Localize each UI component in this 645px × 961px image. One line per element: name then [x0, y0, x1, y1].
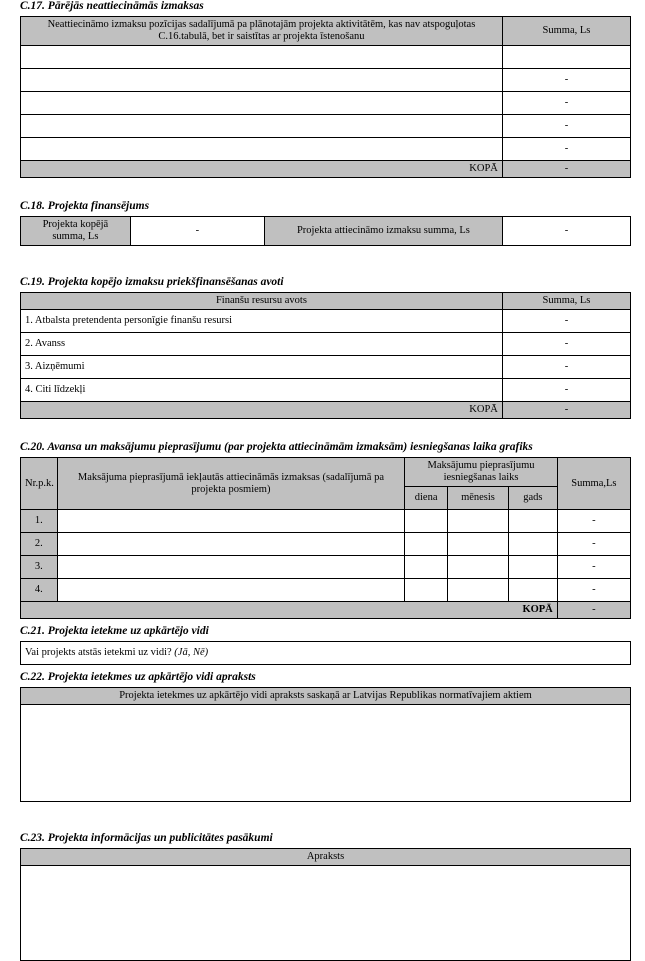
c20-row-nr: 3.	[21, 556, 58, 579]
table-c23	[20, 848, 631, 961]
c20-row-day[interactable]	[405, 533, 448, 556]
table-row	[21, 92, 631, 115]
c20-header-sum: Summa,Ls	[557, 458, 630, 510]
c18-label-eligible: Projekta attiecināmo izmaksu summa, Ls	[264, 217, 502, 246]
c19-total-label: KOPĀ	[21, 402, 503, 419]
c20-row-sum[interactable]: -	[557, 556, 630, 579]
c20-total-value: -	[557, 602, 630, 619]
table-header-row	[21, 849, 631, 866]
section-title-c22: C.22. Projekta ietekmes uz apkārtējo vidi apraksts	[20, 671, 256, 683]
spacer	[20, 802, 631, 832]
table-c22	[20, 687, 631, 802]
c20-header-year: gads	[508, 487, 557, 510]
c17-total-label: KOPĀ	[21, 161, 503, 178]
c17-cell-sum[interactable]: -	[502, 69, 630, 92]
c19-row-label: 1. Atbalsta pretendenta personīgie finanšu resursi	[21, 310, 503, 333]
c20-row-desc[interactable]	[57, 510, 405, 533]
table-total-row	[21, 402, 631, 419]
c17-total-value: -	[502, 161, 630, 178]
c17-cell-sum[interactable]: -	[502, 138, 630, 161]
c20-row-month[interactable]	[447, 556, 508, 579]
table-row	[21, 310, 631, 333]
c22-body[interactable]	[21, 705, 631, 802]
table-header-row	[21, 293, 631, 310]
table-row	[21, 579, 631, 602]
c20-row-desc[interactable]	[57, 579, 405, 602]
c21-question-text: Vai projekts atstās ietekmi uz vidi?	[25, 647, 175, 658]
c18-value-total[interactable]: -	[130, 217, 264, 246]
c20-row-day[interactable]	[405, 510, 448, 533]
table-row	[21, 333, 631, 356]
table-total-row	[21, 602, 631, 619]
table-row	[21, 556, 631, 579]
table-header-row	[21, 688, 631, 705]
table-row	[21, 866, 631, 961]
table-row	[21, 356, 631, 379]
table-header-row	[21, 458, 631, 487]
c21-question-hint: (Jā, Nē)	[174, 647, 209, 658]
table-c18	[20, 216, 631, 246]
table-c19	[20, 292, 631, 419]
c20-row-year[interactable]	[508, 533, 557, 556]
c19-row-label: 4. Citi līdzekļi	[21, 379, 503, 402]
c17-cell-desc[interactable]	[21, 69, 503, 92]
spacer	[20, 246, 631, 276]
c21-question-cell[interactable]	[21, 642, 631, 665]
c23-body[interactable]	[21, 866, 631, 961]
c17-cell-sum[interactable]: -	[502, 92, 630, 115]
spacer	[20, 178, 631, 200]
c20-header-month: mēnesis	[447, 487, 508, 510]
table-c17	[20, 16, 631, 178]
c20-header-desc: Maksājuma pieprasījumā iekļautās attiecināmās izmaksas (sadalījumā pa projekta posmiem)	[57, 458, 405, 510]
section-title-c21: C.21. Projekta ietekme uz apkārtējo vidi	[20, 625, 209, 637]
table-header-row	[21, 17, 631, 46]
c20-row-nr: 4.	[21, 579, 58, 602]
table-row	[21, 705, 631, 802]
c20-row-year[interactable]	[508, 556, 557, 579]
c20-row-desc[interactable]	[57, 556, 405, 579]
table-c20	[20, 457, 631, 619]
c22-header: Projekta ietekmes uz apkārtējo vidi apraksts saskaņā ar Latvijas Republikas normatīvajiem aktiem	[21, 688, 631, 705]
table-total-row	[21, 161, 631, 178]
section-title-c20: C.20. Avansa un maksājumu pieprasījumu (par projekta attiecināmām izmaksām) iesniegšanas laika grafiks	[20, 441, 533, 453]
table-row	[21, 510, 631, 533]
c19-row-label: 2. Avanss	[21, 333, 503, 356]
c18-label-total: Projekta kopējā summa, Ls	[21, 217, 131, 246]
c20-row-year[interactable]	[508, 510, 557, 533]
c20-row-day[interactable]	[405, 556, 448, 579]
section-title-c23: C.23. Projekta informācijas un publicitātes pasākumi	[20, 832, 273, 844]
table-row	[21, 115, 631, 138]
table-row	[21, 379, 631, 402]
c19-row-sum[interactable]: -	[502, 356, 630, 379]
c17-cell-sum[interactable]: -	[502, 115, 630, 138]
c20-header-period: Maksājumu pieprasījumu iesniegšanas laiks	[405, 458, 557, 487]
c20-header-nr: Nr.p.k.	[21, 458, 58, 510]
c19-row-sum[interactable]: -	[502, 333, 630, 356]
table-row	[21, 217, 631, 246]
table-row	[21, 69, 631, 92]
c20-header-day: diena	[405, 487, 448, 510]
c19-row-label: 3. Aizņēmumi	[21, 356, 503, 379]
table-row	[21, 642, 631, 665]
c19-row-sum[interactable]: -	[502, 379, 630, 402]
section-title-c17: C.17. Pārējās neattiecināmās izmaksas	[20, 0, 204, 12]
table-row	[21, 533, 631, 556]
c20-row-sum[interactable]: -	[557, 579, 630, 602]
c19-header-source: Finanšu resursu avots	[21, 293, 503, 310]
c20-row-nr: 2.	[21, 533, 58, 556]
c20-row-month[interactable]	[447, 579, 508, 602]
c19-row-sum[interactable]: -	[502, 310, 630, 333]
c20-row-sum[interactable]: -	[557, 533, 630, 556]
c23-header: Apraksts	[21, 849, 631, 866]
c17-cell-sum[interactable]	[502, 46, 630, 69]
c20-row-sum[interactable]: -	[557, 510, 630, 533]
c17-cell-desc[interactable]	[21, 115, 503, 138]
document-content	[20, 0, 631, 961]
c17-header-sum: Summa, Ls	[502, 17, 630, 46]
c20-row-day[interactable]	[405, 579, 448, 602]
c20-row-desc[interactable]	[57, 533, 405, 556]
spacer	[20, 419, 631, 441]
c18-value-eligible[interactable]: -	[502, 217, 630, 246]
c20-total-label: KOPĀ	[21, 602, 558, 619]
table-row	[21, 46, 631, 69]
c17-header-desc: Neattiecināmo izmaksu pozīcijas sadalījumā pa plānotajām projekta aktivitātēm, kas nav atspoguļotas C.16.tabulā, bet ir saistītas ar projekta īstenošanu	[21, 17, 503, 46]
c19-header-sum: Summa, Ls	[502, 293, 630, 310]
section-title-c18: C.18. Projekta finansējums	[20, 200, 150, 212]
c17-cell-desc[interactable]	[21, 138, 503, 161]
c20-row-month[interactable]	[447, 533, 508, 556]
c20-row-nr: 1.	[21, 510, 58, 533]
c19-total-value: -	[502, 402, 630, 419]
c20-row-month[interactable]	[447, 510, 508, 533]
c17-cell-desc[interactable]	[21, 46, 503, 69]
c17-cell-desc[interactable]	[21, 92, 503, 115]
c20-row-year[interactable]	[508, 579, 557, 602]
section-title-c19: C.19. Projekta kopējo izmaksu priekšfinansēšanas avoti	[20, 276, 284, 288]
table-row	[21, 138, 631, 161]
table-c21	[20, 641, 631, 665]
